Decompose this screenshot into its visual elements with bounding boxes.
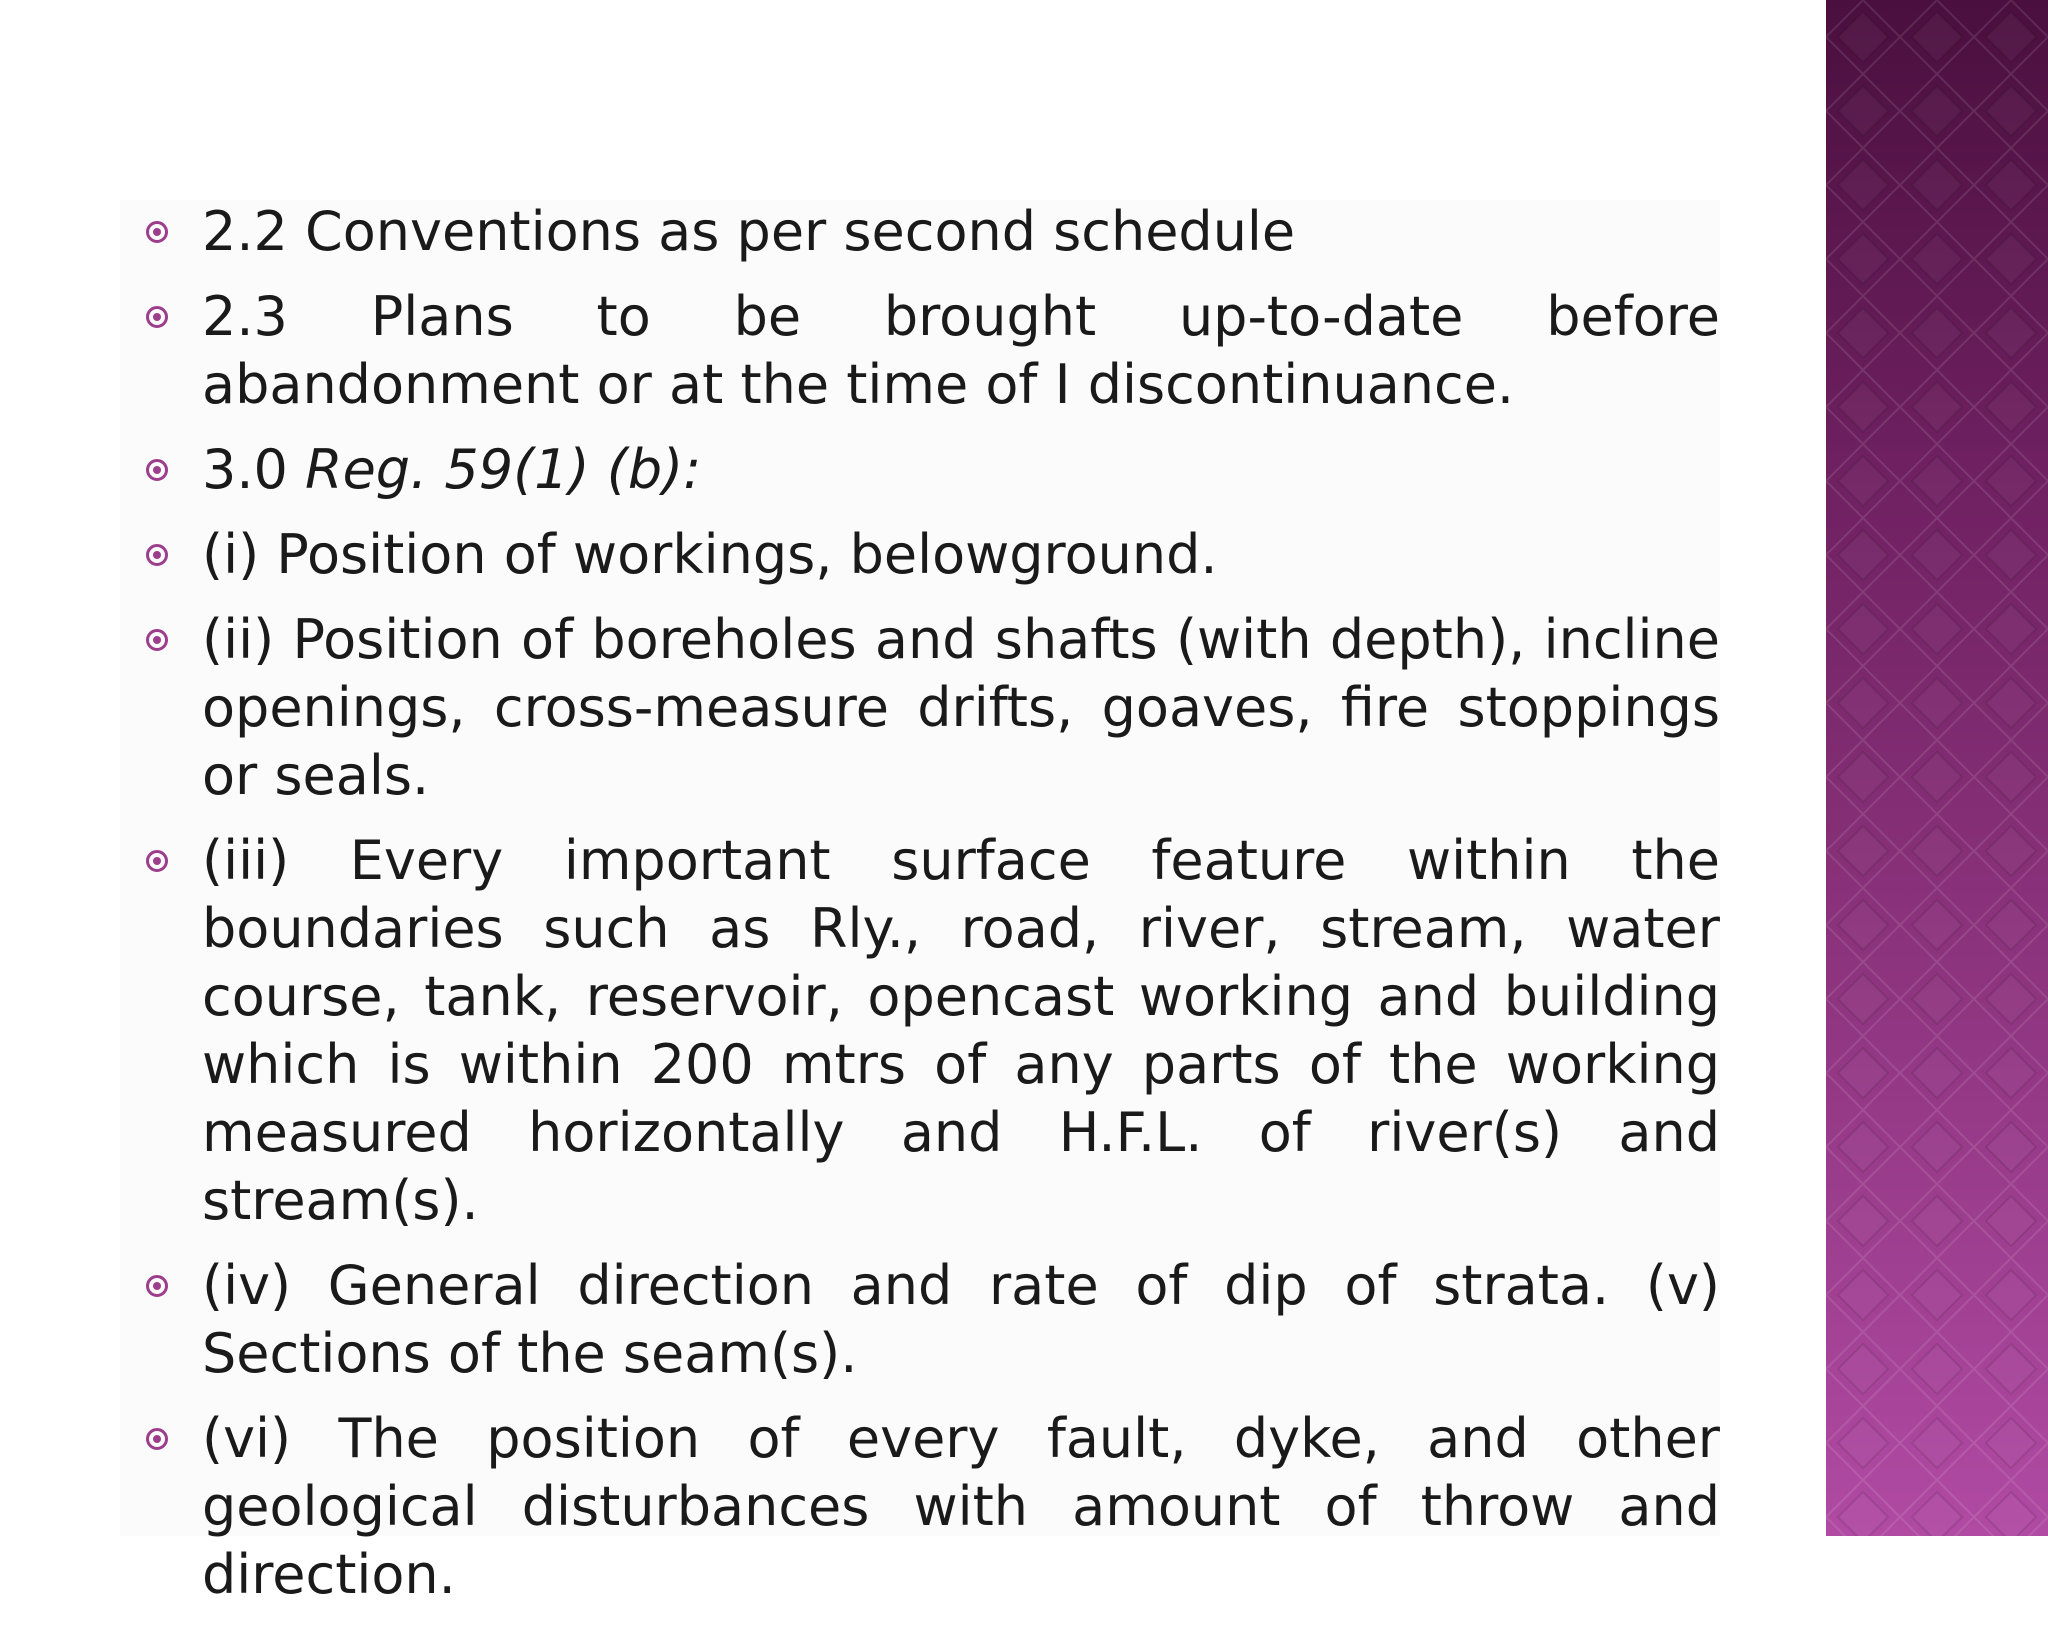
regulation-reference: Reg. 59(1) (b):: [305, 438, 702, 501]
list-item: [140, 198, 1720, 266]
circled-dot-icon: [146, 544, 168, 566]
decorative-side-band: [1826, 0, 2048, 1536]
diamond-pattern: [1826, 0, 2048, 1536]
bullet-text: (ii) Position of boreholes and shafts (with depth), incline openings, cross-measure drifts, goaves, fire stoppings or seals.: [202, 608, 1720, 807]
bullet-text: 2.3 Plans to be brought up-to-date before abandonment or at the time of I discontinuance.: [202, 285, 1720, 416]
circled-dot-icon: [146, 629, 168, 651]
list-item: [140, 606, 1720, 810]
bullet-text: (iii) Every important surface feature within the boundaries such as Rly., road, river, stream, water course, tank, reservoir, opencast working and building which is within 200 mtrs of any parts of the working measured horizontally and H.F.L. of river(s) and stream(s).: [202, 829, 1720, 1232]
bullet-text: 2.2 Conventions as per second schedule: [202, 200, 1296, 263]
list-item: [140, 1405, 1720, 1609]
circled-dot-icon: [146, 850, 168, 872]
circled-dot-icon: [146, 221, 168, 243]
list-item: [140, 283, 1720, 419]
bullet-list: [140, 198, 1720, 1626]
bullet-text: (vi) The position of every fault, dyke, and other geological disturbances with amount of throw and direction.: [202, 1407, 1720, 1606]
list-item: [140, 827, 1720, 1235]
circled-dot-icon: [146, 1275, 168, 1297]
circled-dot-icon: [146, 1428, 168, 1450]
circled-dot-icon: [146, 459, 168, 481]
bullet-text: (iv) General direction and rate of dip of strata. (v) Sections of the seam(s).: [202, 1254, 1720, 1385]
list-item: [140, 436, 1720, 504]
bullet-text: (i) Position of workings, belowground.: [202, 523, 1218, 586]
circled-dot-icon: [146, 306, 168, 328]
list-item: [140, 521, 1720, 589]
list-item: [140, 1252, 1720, 1388]
bullet-prefix: 3.0: [202, 438, 306, 501]
